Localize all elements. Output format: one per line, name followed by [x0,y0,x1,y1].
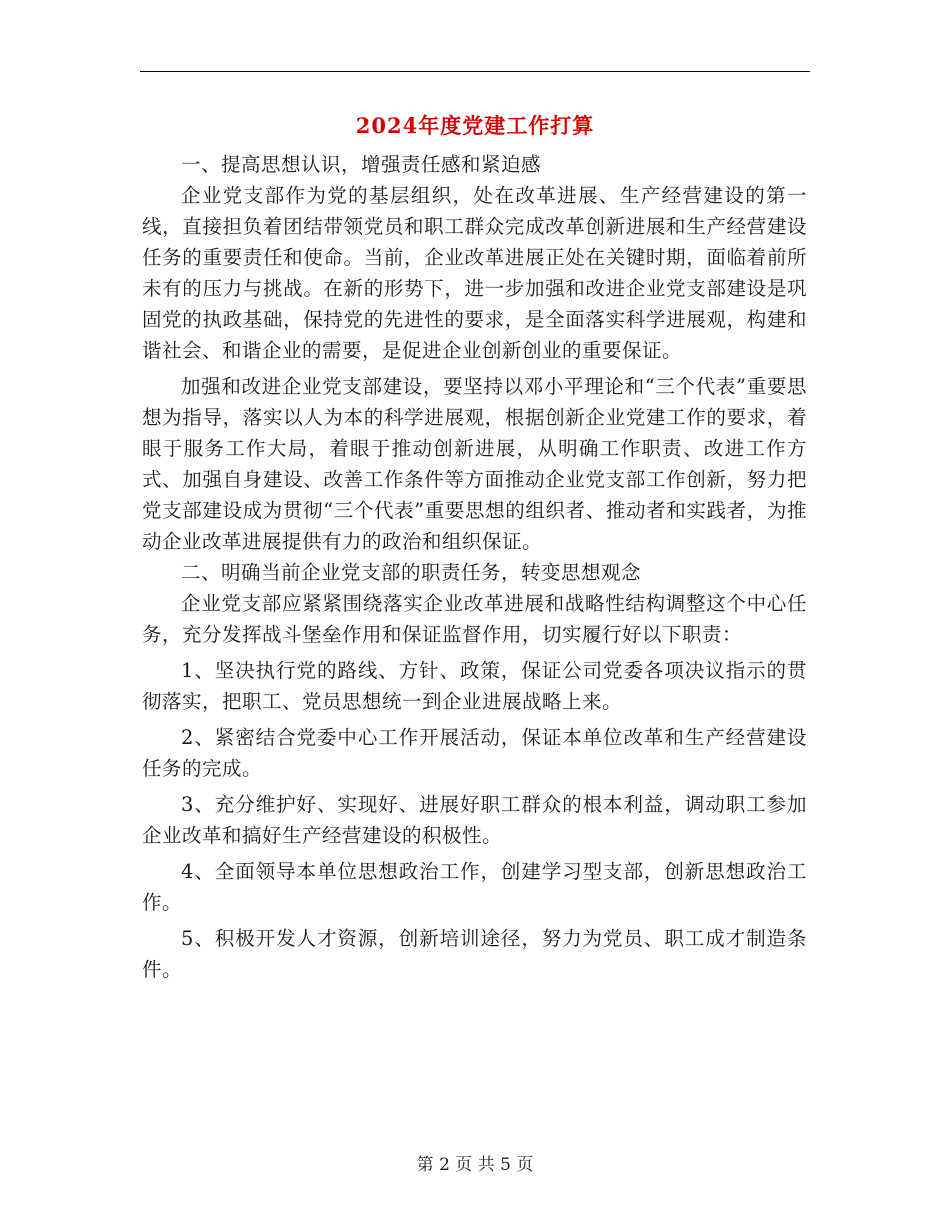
body-paragraph: 加强和改进企业党支部建设，要坚持以邓小平理论和“三个代表”重要思想为指导，落实以人为本的科学进展观，根据创新企业党建工作的要求，着眼于服务工作大局，着眼于推动创新进展，从明确工作职责、改进工作方式、加强自身建设、改善工作条件等方面推动企业党支部工作创新，努力把党支部建设成为贯彻“三个代表”重要思想的组织者、推动者和实践者，为推动企业改革进展提供有力的政治和组织保证。 [142,375,807,553]
document-body [142,149,807,985]
list-item-3: 3、充分维护好、实现好、进展好职工群众的根本利益，调动职工参加企业改革和搞好生产经营建设的积极性。 [142,793,807,847]
list-item-1: 1、坚决执行党的路线、方针、政策，保证公司党委各项决议指示的贯彻落实，把职工、党员思想统一到企业进展战略上来。 [142,659,807,713]
page-number: 第 2 页 共 5 页 [416,1155,534,1175]
list-item-4: 4、全面领导本单位思想政治工作，创建学习型支部，创新思想政治工作。 [142,860,807,914]
body-paragraph: 企业党支部作为党的基层组织，处在改革进展、生产经营建设的第一线，直接担负着团结带领党员和职工群众完成改革创新进展和生产经营建设任务的重要责任和使命。当前，企业改革进展正处在关键时期，面临着前所未有的压力与挑战。在新的形势下，进一步加强和改进企业党支部建设是巩固党的执政基础，保持党的先进性的要求，是全面落实科学进展观，构建和谐社会、和谐企业的需要，是促进企业创新创业的重要保证。 [142,184,807,362]
section-heading-1: 一、提高思想认识，增强责任感和紧迫感 [181,153,542,176]
section-heading-2: 二、明确当前企业党支部的职责任务，转变思想观念 [181,561,642,584]
header-rule [140,71,810,72]
list-item-2: 2、紧密结合党委中心工作开展活动，保证本单位改革和生产经营建设任务的完成。 [142,726,807,780]
document-title: 2024年度党建工作打算 [355,113,595,138]
list-item-5: 5、积极开发人才资源，创新培训途径，努力为党员、职工成才制造条件。 [142,927,807,981]
body-paragraph: 企业党支部应紧紧围绕落实企业改革进展和战略性结构调整这个中心任务，充分发挥战斗堡垒作用和保证监督作用，切实履行好以下职责： [142,592,807,646]
